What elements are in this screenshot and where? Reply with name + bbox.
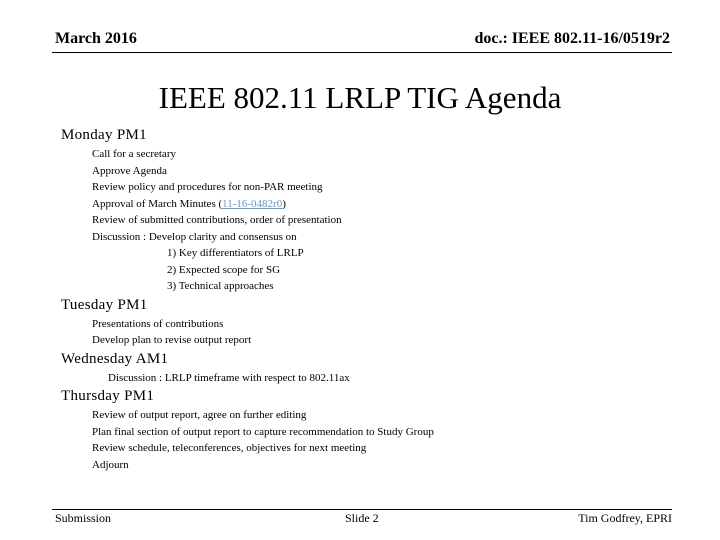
agenda-section-monday bbox=[61, 127, 681, 295]
section-items bbox=[92, 407, 681, 473]
section-items bbox=[92, 316, 681, 349]
sub-item: 1) Key differentiators of LRLP bbox=[167, 247, 304, 259]
list-item: Discussion : LRLP timeframe with respect to 802.11ax bbox=[108, 371, 350, 384]
minutes-suffix: ) bbox=[282, 197, 286, 210]
list-item: Call for a secretary bbox=[92, 148, 176, 160]
sub-item: 2) Expected scope for SG bbox=[167, 263, 281, 276]
header-divider bbox=[52, 52, 672, 53]
header-doc-id: doc.: IEEE 802.11-16/0519r2 bbox=[474, 30, 670, 47]
list-item: Review schedule, teleconferences, objectives for next meeting bbox=[92, 442, 367, 454]
list-item: Discussion : Develop clarity and consensus on bbox=[92, 230, 297, 243]
sub-item: 3) Technical approaches bbox=[167, 280, 274, 292]
footer-submission: Submission bbox=[55, 511, 112, 525]
list-item: Review of output report, agree on further editing bbox=[92, 409, 307, 421]
agenda-section-thursday bbox=[61, 388, 681, 473]
list-item: Adjourn bbox=[92, 458, 129, 471]
header-date: March 2016 bbox=[55, 30, 137, 47]
section-title: Monday PM1 bbox=[61, 127, 147, 143]
footer-slide-number: Slide 2 bbox=[345, 511, 379, 525]
section-items bbox=[108, 370, 681, 387]
section-title: Tuesday PM1 bbox=[61, 296, 148, 313]
list-item: Review policy and procedures for non-PAR meeting bbox=[92, 181, 323, 193]
section-title: Wednesday AM1 bbox=[61, 350, 169, 367]
list-item: Plan final section of output report to capture recommendation to Study Group bbox=[92, 425, 434, 438]
minutes-link[interactable]: 11-16-0482r0 bbox=[222, 197, 283, 210]
section-title: Thursday PM1 bbox=[61, 388, 155, 404]
list-item: Review of submitted contributions, order of presentation bbox=[92, 214, 342, 226]
agenda-section-wednesday bbox=[61, 351, 681, 387]
list-item-minutes bbox=[92, 196, 681, 213]
list-item: Approve Agenda bbox=[92, 164, 167, 177]
section-items bbox=[92, 146, 681, 295]
footer-divider bbox=[52, 509, 672, 510]
minutes-prefix: Approval of March Minutes ( bbox=[92, 197, 223, 210]
list-item: Presentations of contributions bbox=[92, 317, 224, 330]
list-item: Develop plan to revise output report bbox=[92, 334, 252, 346]
agenda bbox=[61, 127, 681, 475]
slide-title: IEEE 802.11 LRLP TIG Agenda bbox=[158, 80, 562, 115]
agenda-section-tuesday bbox=[61, 297, 681, 349]
footer-author: Tim Godfrey, EPRI bbox=[578, 511, 672, 525]
